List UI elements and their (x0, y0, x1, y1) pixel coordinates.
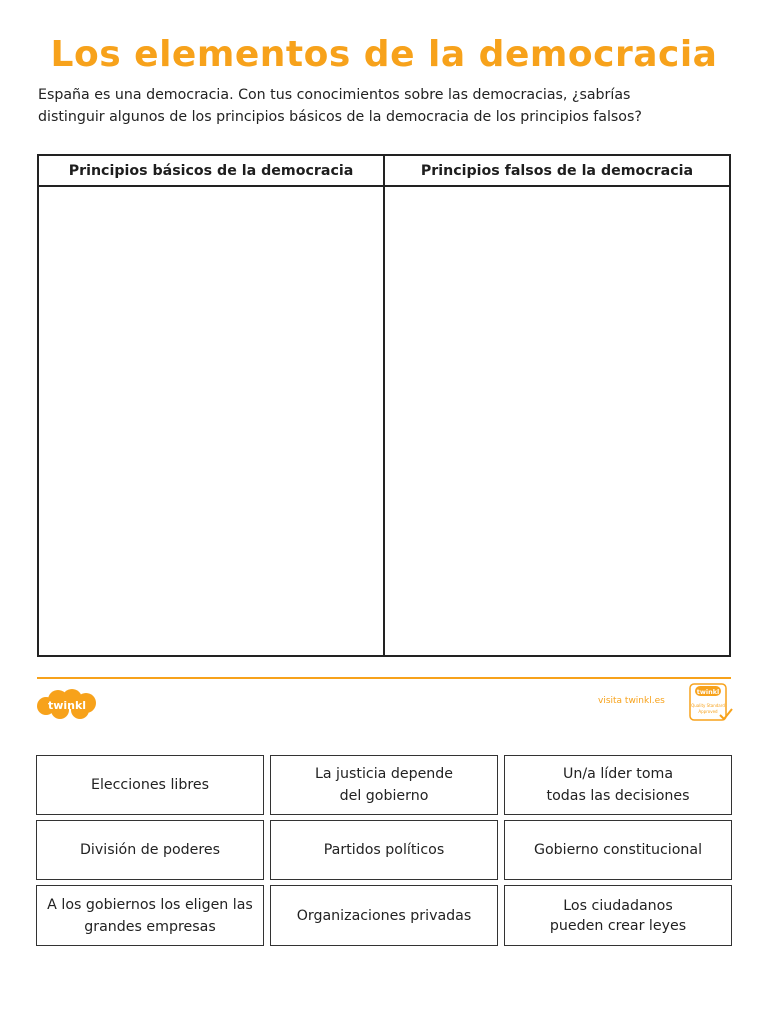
card-label: Partidos políticos (323, 842, 445, 858)
false-principles-column (383, 156, 729, 655)
svg-text:twinkl: twinkl (696, 688, 720, 696)
twinkl-logo-icon (36, 688, 98, 720)
instructions-line: distinguir algunos de los principios básicos de la democracia de los principios falsos? (38, 109, 642, 125)
card-label: todas las decisiones (546, 788, 690, 804)
card-gobiernos-eligen-empresas[interactable] (36, 885, 264, 946)
card-label: pueden crear leyes (549, 917, 687, 934)
svg-text:Quality Standard: Quality Standard (691, 703, 725, 708)
card-label: A los gobiernos los eligen las (47, 896, 253, 913)
card-label: División de poderes (79, 842, 221, 858)
card-label: del gobierno (339, 788, 429, 804)
svg-text:twinkl: twinkl (47, 699, 87, 712)
card-lider-toma-decisiones[interactable] (504, 755, 732, 815)
cut-out-cards (36, 755, 732, 946)
card-elecciones-libres[interactable] (36, 755, 264, 815)
basic-principles-drop-area[interactable] (39, 187, 383, 655)
basic-principles-header: Principios básicos de la democracia (39, 156, 383, 187)
card-label: Los ciudadanos (563, 897, 673, 914)
quality-badge-icon (689, 683, 733, 723)
card-label: Elecciones libres (90, 777, 209, 793)
card-organizaciones-privadas[interactable] (270, 885, 498, 946)
false-principles-header: Principios falsos de la democracia (385, 156, 729, 187)
card-label: Gobierno constitucional (533, 842, 703, 858)
card-ciudadanos-crear-leyes[interactable] (504, 885, 732, 946)
basic-principles-column (39, 156, 383, 655)
card-label: Organizaciones privadas (296, 907, 472, 924)
instructions-line: España es una democracia. Con tus conocimientos sobre las democracias, ¿sabrías (38, 87, 631, 103)
page-title: Los elementos de la democracia (50, 34, 718, 75)
card-label: Un/a líder toma (562, 766, 674, 782)
svg-text:Approved: Approved (698, 709, 718, 714)
card-division-poderes[interactable] (36, 820, 264, 880)
card-label: La justicia depende (314, 766, 454, 782)
instructions (38, 84, 738, 128)
card-justicia-depende-gobierno[interactable] (270, 755, 498, 815)
visit-website-text: visita twinkl.es (598, 696, 665, 706)
sorting-table (37, 154, 731, 657)
card-partidos-politicos[interactable] (270, 820, 498, 880)
false-principles-drop-area[interactable] (385, 187, 729, 655)
card-gobierno-constitucional[interactable] (504, 820, 732, 880)
card-label: grandes empresas (84, 918, 216, 935)
footer-divider (37, 677, 731, 679)
